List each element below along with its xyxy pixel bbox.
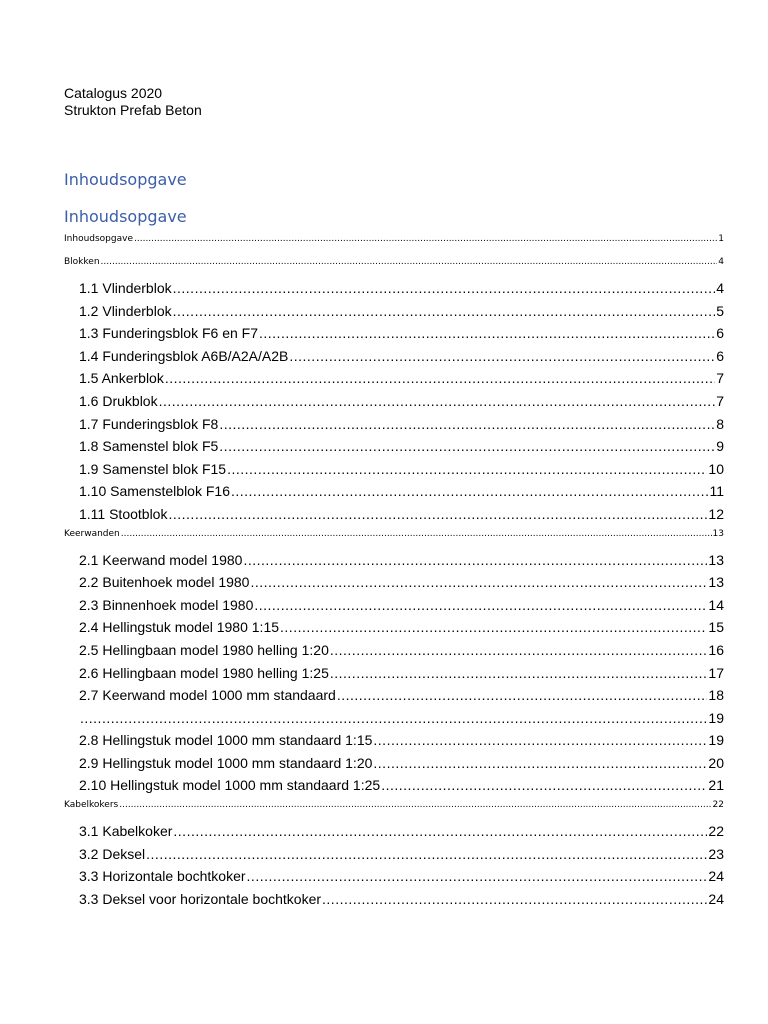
toc-entry-page: 19 <box>708 732 724 749</box>
toc-dot-leader <box>337 685 708 705</box>
toc-entry-label: 2.5 Hellingbaan model 1980 helling 1:20 <box>79 641 329 658</box>
toc-subsection-entry[interactable] <box>64 708 724 731</box>
toc-subsection-entry[interactable] <box>64 368 724 391</box>
toc-entry-label: 2.6 Hellingbaan model 1980 helling 1:25 <box>79 664 329 681</box>
toc-subsection-entry[interactable] <box>64 572 724 595</box>
toc-entry-label: 1.1 Vlinderblok <box>79 280 172 296</box>
toc-entry-page: 13 <box>708 574 724 591</box>
toc-entry-label: 1.9 Samenstel blok F15 <box>79 460 227 477</box>
toc-entry-label: Inhoudsopgave <box>64 234 133 244</box>
toc-subsection-entry[interactable] <box>64 866 724 889</box>
toc-entry-label: 2.9 Hellingstuk model 1000 mm standaard 1:20 <box>79 754 373 771</box>
toc-entry-page: 6 <box>716 325 724 342</box>
table-of-contents <box>64 232 724 911</box>
toc-subsection-entry[interactable] <box>64 323 724 346</box>
toc-subsection-entry[interactable] <box>64 821 724 844</box>
toc-subsection-entry[interactable] <box>64 504 724 527</box>
toc-dot-leader <box>231 481 708 501</box>
toc-subsection-entry[interactable] <box>64 844 724 867</box>
toc-entry-page: 8 <box>716 415 724 432</box>
toc-dot-leader <box>373 753 707 773</box>
toc-dot-leader <box>373 730 707 750</box>
toc-dot-leader <box>121 527 712 541</box>
toc-entry-label: 1.10 Samenstelblok F16 <box>79 483 230 500</box>
toc-subsection-entry[interactable] <box>64 730 724 753</box>
toc-entry-page: 24 <box>708 890 724 907</box>
heading-toc: Inhoudsopgave <box>64 207 187 226</box>
toc-dot-leader <box>119 798 711 812</box>
toc-entry-label: 2.2 Buitenhoek model 1980 <box>79 574 250 591</box>
toc-dot-leader <box>259 323 715 343</box>
toc-entry-page: 19 <box>708 709 724 726</box>
toc-entry-label: 3.3 Horizontale bochtkoker <box>79 868 246 885</box>
toc-subsection-entry[interactable] <box>64 685 724 708</box>
header-company: Strukton Prefab Beton <box>64 102 202 118</box>
toc-entry-label: 1.3 Funderingsblok F6 en F7 <box>79 325 258 342</box>
toc-entry-label: 1.8 Samenstel blok F5 <box>79 438 219 455</box>
toc-entry-page: 23 <box>708 845 724 862</box>
header-catalog-year: Catalogus 2020 <box>64 85 163 101</box>
toc-entry-label: Keerwanden <box>64 528 120 539</box>
toc-subsection-entry[interactable] <box>64 663 724 686</box>
toc-entry-label: 2.8 Hellingstuk model 1000 mm standaard 1:15 <box>79 732 373 749</box>
toc-entry-label: 2.10 Hellingstuk model 1000 mm standaard 1:25 <box>79 777 381 794</box>
toc-dot-leader <box>250 572 707 592</box>
toc-section-entry[interactable] <box>64 255 724 278</box>
toc-entry-page: 22 <box>712 800 724 811</box>
toc-entry-label: 1.11 Stootblok <box>79 505 168 522</box>
toc-entry-page: 18 <box>708 687 724 704</box>
toc-dot-leader <box>173 821 707 841</box>
toc-dot-leader <box>254 595 707 615</box>
toc-entry-page: 6 <box>716 347 724 364</box>
toc-subsection-entry[interactable] <box>64 889 724 912</box>
toc-subsection-entry[interactable] <box>64 753 724 776</box>
toc-subsection-entry[interactable] <box>64 775 724 798</box>
toc-entry-page: 11 <box>709 483 724 500</box>
toc-entry-label: Kabelkokers <box>64 800 119 811</box>
toc-entry-page: 7 <box>716 370 724 387</box>
toc-dot-leader <box>159 391 716 411</box>
toc-entry-label: 3.3 Deksel voor horizontale bochtkoker <box>79 890 322 907</box>
toc-entry-label: Blokken <box>64 257 100 267</box>
toc-entry-page: 5 <box>716 302 724 319</box>
toc-dot-leader <box>219 414 715 434</box>
toc-dot-leader <box>280 617 707 637</box>
toc-entry-page: 21 <box>708 777 724 794</box>
toc-dot-leader <box>146 844 707 864</box>
toc-dot-leader <box>227 459 707 479</box>
toc-entry-label: 2.3 Binnenhoek model 1980 <box>79 596 254 613</box>
toc-entry-page: 16 <box>708 641 724 658</box>
toc-dot-leader <box>173 278 716 298</box>
toc-entry-label: 2.4 Hellingstuk model 1980 1:15 <box>79 619 280 636</box>
toc-entry-label: 1.7 Funderingsblok F8 <box>79 415 219 432</box>
toc-subsection-entry[interactable] <box>64 436 724 459</box>
toc-entry-page: 7 <box>716 392 724 409</box>
toc-entry-label: 1.6 Drukblok <box>79 392 158 409</box>
toc-dot-leader <box>219 436 715 456</box>
toc-dot-leader <box>247 866 708 886</box>
toc-dot-leader <box>322 889 707 909</box>
heading-title: Inhoudsopgave <box>64 170 187 189</box>
toc-entry-page: 17 <box>708 664 724 681</box>
toc-entry-page: 14 <box>708 596 724 613</box>
toc-entry-page: 22 <box>708 823 724 840</box>
toc-entry-label: 1.2 Vlinderblok <box>79 302 172 319</box>
toc-entry-label: 2.1 Keerwand model 1980 <box>79 551 243 568</box>
toc-entry-label: 3.1 Kabelkoker <box>79 823 173 840</box>
toc-entry-page: 13 <box>712 528 724 539</box>
toc-entry-label: 1.4 Funderingsblok A6B/A2A/A2B <box>79 347 289 364</box>
toc-section-entry[interactable] <box>64 232 724 255</box>
toc-entry-page: 1 <box>718 234 724 244</box>
toc-dot-leader <box>173 301 716 321</box>
toc-subsection-entry[interactable] <box>64 414 724 437</box>
toc-entry-page: 13 <box>708 551 724 568</box>
toc-dot-leader <box>243 550 707 570</box>
toc-entry-page: 20 <box>708 754 724 771</box>
toc-subsection-entry[interactable] <box>64 459 724 482</box>
toc-entry-page: 4 <box>718 257 724 267</box>
toc-dot-leader <box>101 255 718 269</box>
toc-subsection-entry[interactable] <box>64 595 724 618</box>
toc-dot-leader <box>330 663 708 683</box>
toc-subsection-entry[interactable] <box>64 481 724 504</box>
toc-subsection-entry[interactable] <box>64 640 724 663</box>
toc-dot-leader <box>381 775 707 795</box>
toc-subsection-entry[interactable] <box>64 346 724 369</box>
toc-entry-label: 3.2 Deksel <box>79 845 146 862</box>
toc-dot-leader <box>330 640 708 660</box>
toc-entry-page: 24 <box>708 868 724 885</box>
toc-entry-label: 1.5 Ankerblok <box>79 370 164 387</box>
toc-dot-leader <box>80 708 707 728</box>
toc-entry-page: 15 <box>708 619 724 636</box>
toc-section-entry[interactable] <box>64 527 724 550</box>
toc-dot-leader <box>168 504 707 524</box>
toc-entry-page: 12 <box>708 505 724 522</box>
toc-dot-leader <box>134 232 717 246</box>
toc-section-entry[interactable] <box>64 798 724 821</box>
toc-subsection-entry[interactable] <box>64 278 724 301</box>
toc-entry-page: 4 <box>716 280 724 296</box>
toc-entry-page: 10 <box>708 460 724 477</box>
toc-entry-label: 2.7 Keerwand model 1000 mm standaard <box>79 687 336 704</box>
toc-dot-leader <box>289 346 715 366</box>
toc-subsection-entry[interactable] <box>64 617 724 640</box>
toc-subsection-entry[interactable] <box>64 550 724 573</box>
toc-subsection-entry[interactable] <box>64 301 724 324</box>
toc-subsection-entry[interactable] <box>64 391 724 414</box>
toc-dot-leader <box>165 368 715 388</box>
toc-entry-page: 9 <box>716 438 724 455</box>
